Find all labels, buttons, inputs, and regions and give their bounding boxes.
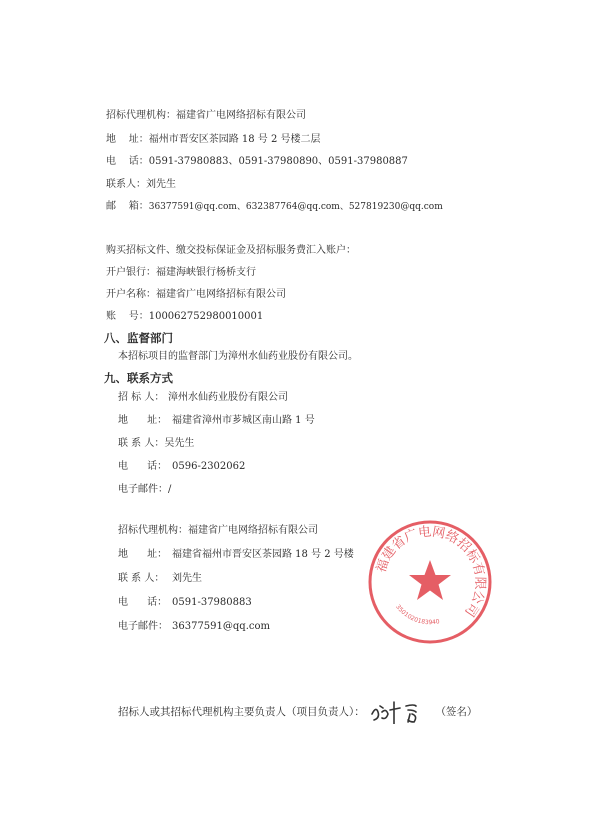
company-seal-stamp (366, 518, 494, 646)
account-name-label: 开户名称： (106, 289, 156, 300)
seal-star-icon (409, 560, 451, 600)
section9-address-label: 地 址： (118, 415, 168, 426)
agency2-agency-value: 福建省广电网络招标有限公司 (188, 525, 318, 536)
agency1-contact-row (106, 178, 176, 192)
account-number-row (106, 310, 263, 324)
section9-email-row (118, 483, 171, 497)
section9-address-value: 福建省漳州市芗城区南山路 1 号 (172, 415, 315, 426)
agency2-phone-value: 0591-37980883 (172, 597, 252, 608)
section9-phone-label: 电 话： (118, 461, 168, 472)
signature-suffix: （签名） (435, 706, 478, 718)
section8-text: 本招标项目的监督部门为漳州水仙药业股份有限公司。 (118, 351, 358, 362)
agency1-agency-label: 招标代理机构： (106, 110, 176, 121)
agency1-agency-value: 福建省广电网络招标有限公司 (176, 110, 306, 121)
section9-contact-label: 联 系 人： (118, 438, 165, 449)
section9-address-row (118, 414, 315, 428)
agency2-address-label: 地 址： (118, 549, 168, 560)
agency1-phone-row (106, 155, 408, 169)
agency2-email-value: 36377591@qq.com (172, 621, 270, 632)
account-name-row (106, 288, 286, 302)
signature-statement: 招标人或其招标代理机构主要负责人（项目负责人）： (118, 706, 365, 718)
agency2-phone-label: 电 话： (118, 597, 168, 608)
agency1-address-row (106, 133, 321, 147)
section9-tenderer-label: 招 标 人： (118, 392, 165, 403)
agency1-email-value: 36377591@qq.com、632387764@qq.com、527819230@qq.com (148, 202, 443, 212)
agency1-phone-value: 0591-37980883、0591-37980890、0591-37980887 (148, 156, 408, 167)
agency2-agency-row (118, 524, 318, 538)
section9-tenderer-value: 漳州水仙药业股份有限公司 (168, 392, 288, 403)
section9-email-value: / (168, 484, 172, 495)
agency2-phone-row (118, 596, 252, 610)
agency2-contact-value: 刘先生 (172, 573, 202, 584)
agency2-address-row (118, 548, 354, 562)
handwritten-signature-icon (368, 700, 432, 724)
agency2-address-value: 福建省福州市晋安区茶园路 18 号 2 号楼 (172, 549, 354, 560)
agency1-phone-label: 电 话： (106, 156, 149, 167)
seal-code-text: 3501020183940 (394, 603, 441, 627)
account-name-value: 福建省广电网络招标有限公司 (156, 289, 286, 300)
section9-phone-value: 0596-2302062 (172, 461, 246, 472)
account-intro: 购买招标文件、缴交投标保证金及招标服务费汇入账户： (106, 245, 356, 256)
agency1-contact-label: 联系人： (106, 179, 146, 190)
agency2-agency-label: 招标代理机构： (118, 525, 188, 536)
agency1-email-row (106, 200, 443, 214)
agency2-email-label: 电子邮件： (118, 621, 168, 632)
section9-phone-row (118, 460, 245, 474)
account-bank-value: 福建海峡银行杨桥支行 (156, 267, 256, 278)
agency1-agency-row (106, 109, 306, 123)
account-number-label: 账 号： (106, 311, 149, 322)
agency1-address-label: 地 址： (106, 134, 149, 145)
agency1-email-label: 邮 箱： (106, 201, 149, 212)
agency1-contact-value: 刘先生 (146, 179, 176, 190)
agency1-address-value: 福州市晋安区茶园路 18 号 2 号楼二层 (148, 134, 321, 145)
section9-contact-value: 吴先生 (164, 438, 195, 449)
agency2-contact-label: 联 系 人： (118, 573, 165, 584)
section8-heading: 八、监督部门 (104, 331, 173, 345)
section9-heading: 九、联系方式 (104, 371, 173, 385)
account-number-value: 100062752980010001 (148, 311, 264, 322)
section9-tenderer-row (118, 391, 288, 405)
seal-ring-text: 福建省广电网络招标有限公司 (373, 524, 488, 620)
section9-email-label: 电子邮件： (118, 484, 168, 495)
agency2-email-row (118, 620, 270, 634)
signature-row (118, 700, 477, 724)
account-bank-row (106, 266, 256, 280)
agency2-contact-row (118, 572, 202, 586)
section9-contact-row (118, 437, 194, 451)
account-bank-label: 开户银行： (106, 267, 156, 278)
